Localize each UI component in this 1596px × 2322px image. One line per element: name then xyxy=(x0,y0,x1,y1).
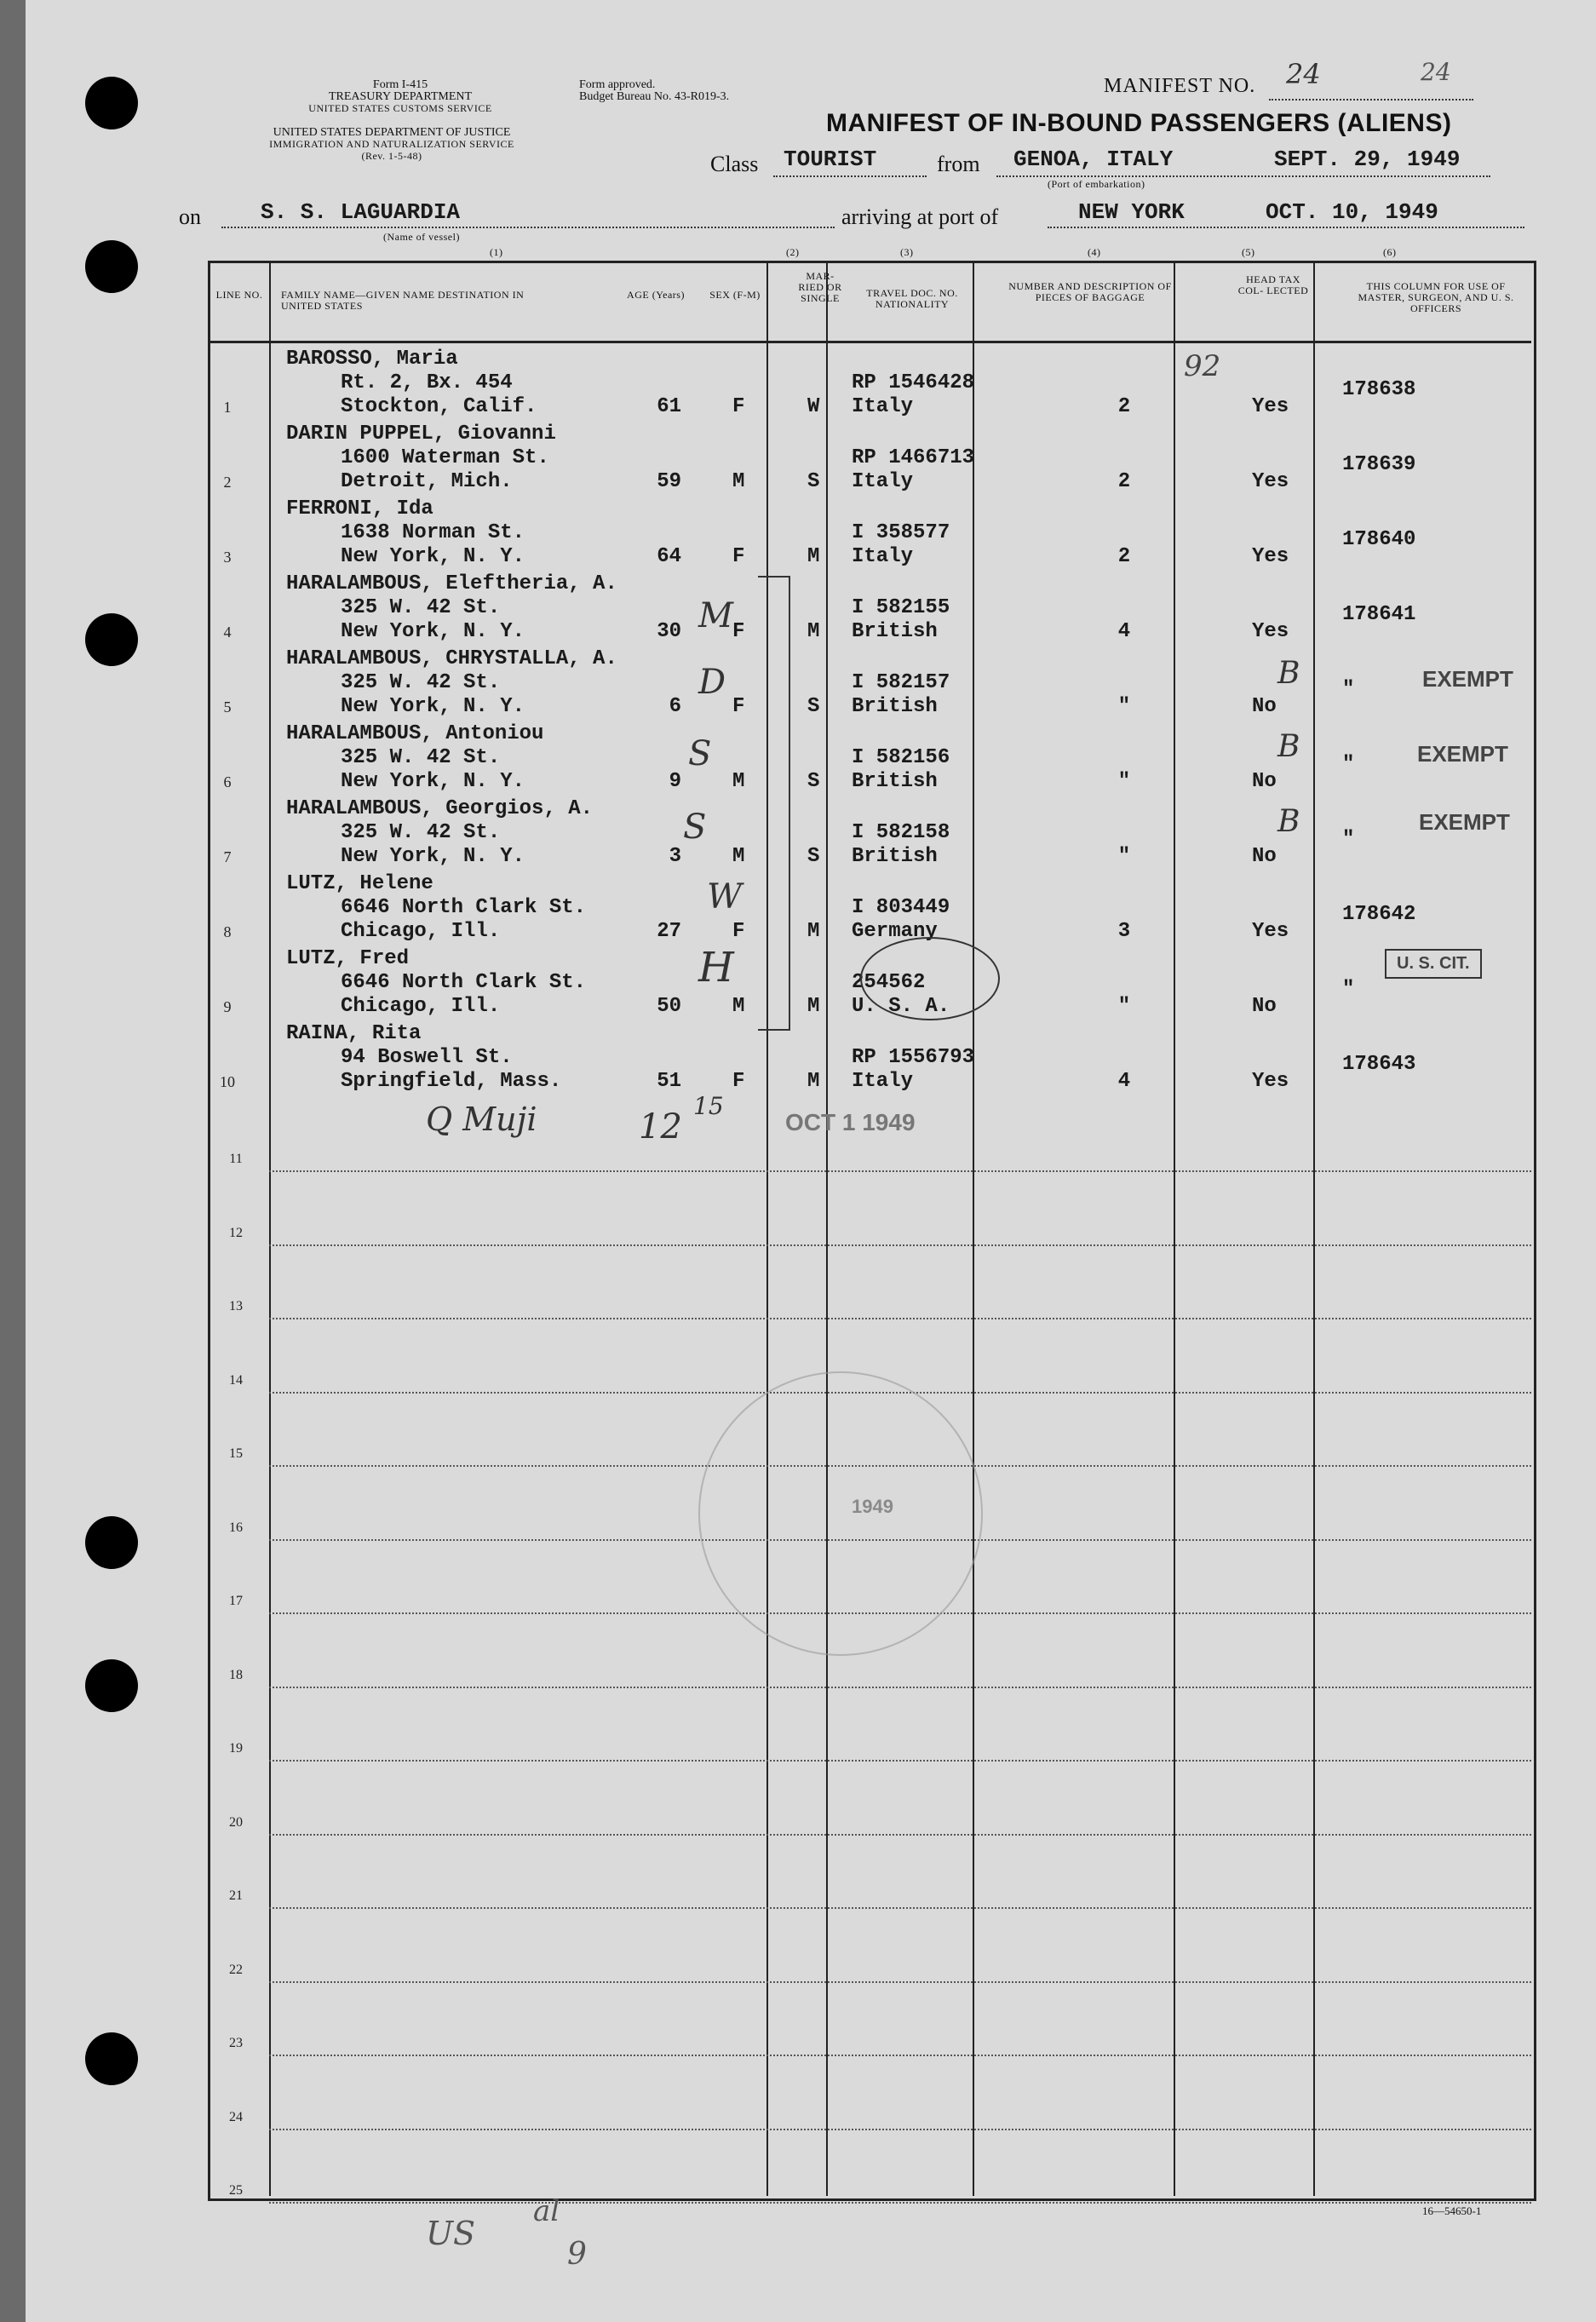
manifest-no-alt: 24 xyxy=(1421,58,1451,86)
head-tax: No xyxy=(1252,995,1277,1018)
travel-doc-number: I 582156 xyxy=(852,746,950,769)
passenger-age: 3 xyxy=(669,845,681,868)
marital-status: M xyxy=(807,920,820,943)
head-tax: Yes xyxy=(1252,395,1289,418)
passenger-address: 325 W. 42 St. xyxy=(341,821,501,844)
travel-doc-number: RP 1466713 xyxy=(852,446,975,469)
col-divider xyxy=(766,261,768,2196)
passenger-address: 325 W. 42 St. xyxy=(341,596,501,619)
handwritten-mark: D xyxy=(698,663,726,702)
row-rule xyxy=(269,1687,1531,1688)
dept-customs: UNITED STATES CUSTOMS SERVICE xyxy=(308,102,492,114)
handwritten-bracket xyxy=(758,576,790,1031)
arrival-underline xyxy=(1048,227,1524,228)
nationality: Germany xyxy=(852,920,938,943)
punch-hole xyxy=(85,613,138,666)
line-number: 17 xyxy=(229,1594,243,1608)
header-divider xyxy=(208,341,1531,343)
passenger-age: 30 xyxy=(657,620,681,643)
marital-status: M xyxy=(807,620,820,643)
passenger-city: Springfield, Mass. xyxy=(341,1070,562,1093)
line-number: 12 xyxy=(229,1226,243,1240)
arrival-port: NEW YORK xyxy=(1078,199,1185,225)
dept-justice: UNITED STATES DEPARTMENT OF JUSTICE xyxy=(273,126,511,139)
officer-number: 178638 xyxy=(1342,378,1416,401)
head-tax: No xyxy=(1252,695,1277,718)
nationality: British xyxy=(852,620,938,643)
manifest-sheet xyxy=(26,0,1596,2322)
passenger-address: 1600 Waterman St. xyxy=(341,446,549,469)
passenger-name: BAROSSO, Maria xyxy=(286,348,458,371)
line-number: 24 xyxy=(229,2110,243,2124)
passenger-age: 27 xyxy=(657,920,681,943)
nationality: Italy xyxy=(852,545,914,568)
line-number: 10 xyxy=(220,1073,235,1090)
col-divider xyxy=(1174,261,1175,2196)
travel-doc-number: I 582155 xyxy=(852,596,950,619)
passenger-age: 64 xyxy=(657,545,681,568)
punch-hole xyxy=(85,1516,138,1569)
faint-circle-stamp xyxy=(698,1371,983,1656)
line-number: 16 xyxy=(229,1520,243,1535)
bottom-note: al xyxy=(533,2194,560,2228)
col-num-2: (2) xyxy=(786,246,800,258)
hdr-line-no: LINE NO. xyxy=(215,289,263,301)
passenger-sex: M xyxy=(732,770,745,793)
baggage-count: 3 xyxy=(1117,920,1131,943)
handwritten-mark: S xyxy=(688,734,712,773)
punch-hole xyxy=(85,1659,138,1712)
travel-doc-number: I 803449 xyxy=(852,896,950,919)
passenger-age: 51 xyxy=(657,1070,681,1093)
passenger-sex: M xyxy=(732,845,745,868)
row-rule xyxy=(269,1760,1531,1762)
passenger-sex: F xyxy=(732,545,745,568)
baggage-count: 4 xyxy=(1117,1070,1131,1093)
line-number: 13 xyxy=(229,1299,243,1313)
baggage-count: 2 xyxy=(1117,470,1131,493)
passenger-sex: F xyxy=(732,920,745,943)
budget-bureau: Budget Bureau No. 43-R019-3. xyxy=(579,90,730,103)
vessel-underline xyxy=(221,227,835,228)
head-tax: No xyxy=(1252,770,1277,793)
passenger-city: Stockton, Calif. xyxy=(341,395,537,418)
hdr-married: MAR- RIED OR SINGLE xyxy=(798,270,842,304)
passenger-name: DARIN PUPPEL, Giovanni xyxy=(286,422,556,445)
nationality: Italy xyxy=(852,470,914,493)
officer-number: " xyxy=(1342,753,1355,776)
line-number: 6 xyxy=(223,773,232,790)
passenger-city: New York, N. Y. xyxy=(341,545,525,568)
vessel-note: (Name of vessel) xyxy=(383,231,460,243)
hdr-sex: SEX (F-M) xyxy=(709,289,761,301)
passenger-name: FERRONI, Ida xyxy=(286,497,433,520)
passenger-name: HARALAMBOUS, Antoniou xyxy=(286,722,544,745)
baggage-count: 2 xyxy=(1117,545,1131,568)
line-number: 21 xyxy=(229,1888,243,1903)
hdr-baggage: NUMBER AND DESCRIPTION OF PIECES OF BAGGAGE xyxy=(1008,280,1172,303)
travel-doc-number: 254562 xyxy=(852,971,926,994)
class-value: TOURIST xyxy=(784,147,877,172)
officer-number: 178640 xyxy=(1342,528,1416,551)
handwritten-mark: B xyxy=(1277,729,1300,764)
row-rule xyxy=(269,1318,1531,1319)
passenger-city: New York, N. Y. xyxy=(341,620,525,643)
passenger-address: Rt. 2, Bx. 454 xyxy=(341,371,513,394)
passenger-city: New York, N. Y. xyxy=(341,770,525,793)
form-number: Form I-415 xyxy=(372,78,428,91)
travel-doc-number: I 582158 xyxy=(852,821,950,844)
passenger-sex: M xyxy=(732,995,745,1018)
line-number: 4 xyxy=(223,624,232,641)
bottom-note: US xyxy=(426,2215,476,2252)
hdr-head-tax: HEAD TAX COL- LECTED xyxy=(1237,273,1309,296)
nationality: Italy xyxy=(852,395,914,418)
exempt-stamp: EXEMPT xyxy=(1422,666,1513,692)
passenger-address: 6646 North Clark St. xyxy=(341,971,587,994)
line-number: 5 xyxy=(223,698,232,716)
line-number: 25 xyxy=(229,2183,243,2198)
row-rule xyxy=(269,2055,1531,2056)
row-rule xyxy=(269,2202,1531,2204)
baggage-count: " xyxy=(1117,770,1131,793)
officer-number: 178641 xyxy=(1342,603,1416,626)
head-tax: Yes xyxy=(1252,1070,1289,1093)
nationality: British xyxy=(852,770,938,793)
passenger-address: 94 Boswell St. xyxy=(341,1046,513,1069)
punch-hole xyxy=(85,77,138,129)
passenger-city: Chicago, Ill. xyxy=(341,995,501,1018)
marital-status: M xyxy=(807,1070,820,1093)
col-num-5: (5) xyxy=(1242,246,1255,258)
faint-date-stamp: 1949 xyxy=(852,1496,893,1517)
passenger-name: LUTZ, Helene xyxy=(286,872,433,895)
passenger-age: 59 xyxy=(657,470,681,493)
col-num-3: (3) xyxy=(900,246,914,258)
col-divider xyxy=(826,261,828,2196)
passenger-name: LUTZ, Fred xyxy=(286,947,410,970)
officer-number: 178639 xyxy=(1342,453,1416,476)
baggage-count: " xyxy=(1117,995,1131,1018)
passenger-sex: M xyxy=(732,470,745,493)
handwritten-mark: B xyxy=(1277,804,1300,839)
passenger-age: 50 xyxy=(657,995,681,1018)
handwritten-mark: B xyxy=(1277,656,1300,691)
form-approved: Form approved. xyxy=(579,78,656,91)
passenger-address: 1638 Norman St. xyxy=(341,521,525,544)
passenger-name: HARALAMBOUS, Eleftheria, A. xyxy=(286,572,617,595)
marital-status: M xyxy=(807,995,820,1018)
line-number: 11 xyxy=(229,1152,243,1166)
passenger-sex: F xyxy=(732,695,745,718)
travel-doc-number: RP 1546428 xyxy=(852,371,975,394)
passenger-sex: F xyxy=(732,620,745,643)
col-divider xyxy=(269,261,271,2196)
officer-number: " xyxy=(1342,678,1355,701)
line-number: 18 xyxy=(229,1668,243,1682)
from-value: GENOA, ITALY xyxy=(1013,147,1174,172)
marital-status: S xyxy=(807,695,820,718)
punch-hole xyxy=(85,240,138,293)
handwritten-mark: H xyxy=(698,944,734,991)
baggage-count: " xyxy=(1117,845,1131,868)
port-embarkation-note: (Port of embarkation) xyxy=(1048,178,1145,190)
marital-status: S xyxy=(807,470,820,493)
nationality: Italy xyxy=(852,1070,914,1093)
line-number: 1 xyxy=(223,399,232,416)
passenger-address: 6646 North Clark St. xyxy=(341,896,587,919)
passenger-address: 325 W. 42 St. xyxy=(341,671,501,694)
signature-number: 12 xyxy=(639,1107,682,1147)
passenger-name: RAINA, Rita xyxy=(286,1022,422,1045)
passenger-sex: F xyxy=(732,1070,745,1093)
passenger-age: 6 xyxy=(669,695,681,718)
dept-treasury: TREASURY DEPARTMENT xyxy=(328,90,473,103)
nationality: U. S. A. xyxy=(852,995,950,1018)
col-divider xyxy=(1313,261,1315,2196)
footer-code: 16—54650-1 xyxy=(1422,2204,1482,2217)
head-tax: Yes xyxy=(1252,545,1289,568)
exempt-stamp: EXEMPT xyxy=(1417,741,1508,767)
baggage-count: " xyxy=(1117,695,1131,718)
row-rule xyxy=(269,1834,1531,1836)
line-number: 22 xyxy=(229,1963,243,1977)
class-label: Class xyxy=(710,152,759,176)
col-num-6: (6) xyxy=(1383,246,1397,258)
passenger-age: 61 xyxy=(657,395,681,418)
line-number: 14 xyxy=(229,1373,243,1388)
officer-number: " xyxy=(1342,828,1355,851)
baggage-note: 92 xyxy=(1184,349,1221,383)
passenger-sex: F xyxy=(732,395,745,418)
handwritten-circle xyxy=(860,937,1000,1020)
line-number: 8 xyxy=(223,923,232,940)
class-underline xyxy=(773,175,927,177)
head-tax: Yes xyxy=(1252,920,1289,943)
form-revision: (Rev. 1-5-48) xyxy=(361,150,422,162)
from-underline xyxy=(996,175,1490,177)
col-divider xyxy=(973,261,974,2196)
baggage-count: 4 xyxy=(1117,620,1131,643)
manifest-no-value: 24 xyxy=(1286,58,1321,90)
us-citizen-stamp: U. S. CIT. xyxy=(1385,949,1482,979)
on-label: on xyxy=(179,204,201,229)
line-number: 7 xyxy=(223,848,232,865)
passenger-name: HARALAMBOUS, CHRYSTALLA, A. xyxy=(286,647,617,670)
date-stamp: OCT 1 1949 xyxy=(785,1109,916,1135)
from-label: from xyxy=(937,152,980,176)
marital-status: M xyxy=(807,545,820,568)
row-rule xyxy=(269,1170,1531,1172)
line-number: 23 xyxy=(229,2036,243,2050)
officer-number: 178643 xyxy=(1342,1053,1416,1076)
line-number: 19 xyxy=(229,1741,243,1756)
hdr-officers: THIS COLUMN FOR USE OF MASTER, SURGEON, AND U. S. OFFICERS xyxy=(1358,280,1514,314)
passenger-address: 325 W. 42 St. xyxy=(341,746,501,769)
exempt-stamp: EXEMPT xyxy=(1419,809,1510,835)
handwritten-mark: M xyxy=(698,596,733,635)
row-rule xyxy=(269,1244,1531,1246)
head-tax: No xyxy=(1252,845,1277,868)
manifest-title: MANIFEST OF IN-BOUND PASSENGERS (ALIENS) xyxy=(826,109,1452,137)
row-rule xyxy=(269,2129,1531,2130)
marital-status: W xyxy=(807,395,820,418)
nationality: British xyxy=(852,845,938,868)
handwritten-mark: W xyxy=(707,877,743,917)
line-number: 15 xyxy=(229,1446,243,1461)
signature-fraction: 15 xyxy=(693,1092,724,1120)
arriving-label: arriving at port of xyxy=(841,204,999,229)
line-number: 3 xyxy=(223,549,232,566)
arrival-date: OCT. 10, 1949 xyxy=(1266,199,1438,225)
travel-doc-number: I 358577 xyxy=(852,521,950,544)
handwritten-mark: S xyxy=(683,808,707,847)
baggage-count: 2 xyxy=(1117,395,1131,418)
passenger-name: HARALAMBOUS, Georgios, A. xyxy=(286,797,594,820)
bottom-note: 9 xyxy=(567,2237,587,2272)
line-number: 20 xyxy=(229,1815,243,1830)
row-rule xyxy=(269,1907,1531,1909)
marital-status: S xyxy=(807,770,820,793)
officer-number: 178642 xyxy=(1342,903,1416,926)
passenger-age: 9 xyxy=(669,770,681,793)
hdr-travel-doc: TRAVEL DOC. NO. NATIONALITY xyxy=(866,287,958,310)
head-tax: Yes xyxy=(1252,620,1289,643)
passenger-city: New York, N. Y. xyxy=(341,845,525,868)
passenger-city: Chicago, Ill. xyxy=(341,920,501,943)
officer-number: " xyxy=(1342,978,1355,1001)
line-number: 2 xyxy=(223,474,232,491)
punch-hole xyxy=(85,2032,138,2085)
signature: Q Muji xyxy=(426,1101,537,1138)
departure-date: SEPT. 29, 1949 xyxy=(1274,147,1461,172)
passenger-city: New York, N. Y. xyxy=(341,695,525,718)
line-number: 9 xyxy=(223,998,232,1015)
vessel-name: S. S. LAGUARDIA xyxy=(261,199,461,225)
dept-ins: IMMIGRATION AND NATURALIZATION SERVICE xyxy=(269,138,514,150)
travel-doc-number: I 582157 xyxy=(852,671,950,694)
travel-doc-number: RP 1556793 xyxy=(852,1046,975,1069)
head-tax: Yes xyxy=(1252,470,1289,493)
marital-status: S xyxy=(807,845,820,868)
manifest-no-label: MANIFEST NO. xyxy=(1104,75,1256,97)
col-num-4: (4) xyxy=(1088,246,1101,258)
row-rule xyxy=(269,1981,1531,1983)
passenger-city: Detroit, Mich. xyxy=(341,470,513,493)
nationality: British xyxy=(852,695,938,718)
manifest-no-underline xyxy=(1269,99,1473,101)
col-num-1: (1) xyxy=(490,246,503,258)
hdr-name-dest: FAMILY NAME—GIVEN NAME DESTINATION IN UNITED STATES xyxy=(281,289,525,312)
hdr-age: AGE (Years) xyxy=(627,289,685,301)
